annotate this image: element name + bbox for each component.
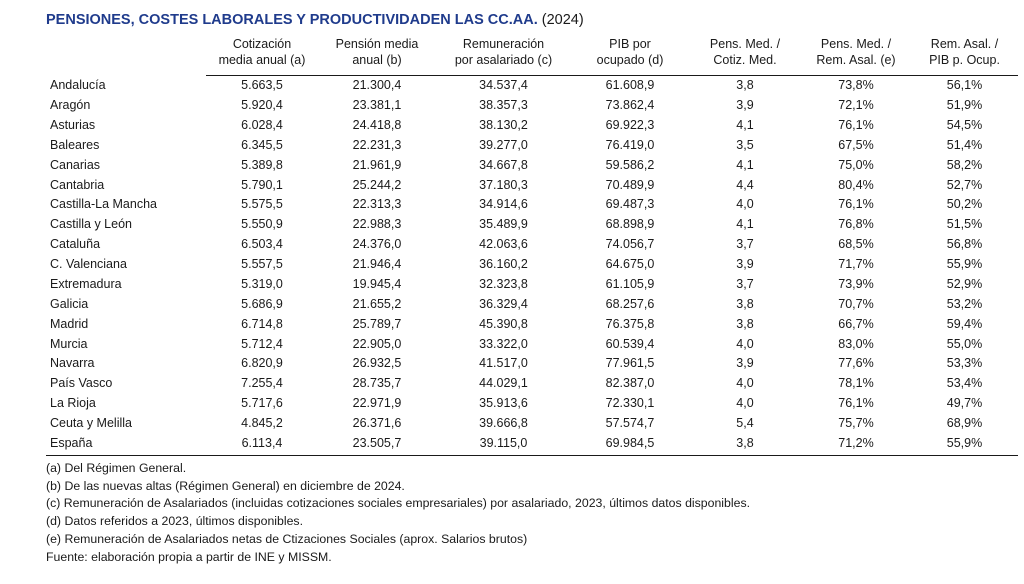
row-region-label: Madrid xyxy=(50,316,89,331)
column-header-pib xyxy=(571,37,689,75)
row-region-label: Castilla-La Mancha xyxy=(50,197,157,212)
row-cell: 5.790,1 xyxy=(241,177,283,192)
row-cell: 7.255,4 xyxy=(241,376,283,391)
row-cell: 56,1% xyxy=(946,78,983,93)
table-row xyxy=(46,274,1018,294)
note-b: (b) De las nuevas altas (Régimen General) en diciembre de 2024. xyxy=(46,478,405,493)
row-cell: 36.329,4 xyxy=(479,296,528,311)
table-row xyxy=(46,135,1018,155)
row-cell: 77.961,5 xyxy=(605,356,655,371)
table-row xyxy=(46,235,1018,255)
row-cell: 5.663,5 xyxy=(241,78,283,93)
row-cell: 21.300,4 xyxy=(352,78,402,93)
row-region-label: Ceuta y Melilla xyxy=(50,416,132,431)
column-header-pens-cotiz-line2: Cotiz. Med. xyxy=(713,53,777,68)
row-cell: 68.257,6 xyxy=(605,296,655,311)
row-cell: 73.862,4 xyxy=(605,98,655,113)
row-region-label: Andalucía xyxy=(50,78,106,93)
row-cell: 3,8 xyxy=(689,433,801,455)
row-cell: 76,1% xyxy=(838,117,874,132)
row-cell: 76,1% xyxy=(838,396,874,411)
note-a: (a) Del Régimen General. xyxy=(46,460,187,475)
row-cell: 73,8% xyxy=(838,78,874,93)
row-cell: 3,9 xyxy=(736,257,754,272)
row-cell: 73,9% xyxy=(838,276,874,291)
row-cell: 6.028,4 xyxy=(241,117,283,132)
row-region-label: Galicia xyxy=(50,296,89,311)
table-row xyxy=(46,195,1018,215)
row-cell: 52,7% xyxy=(946,177,983,192)
row-cell: 25.789,7 xyxy=(352,316,402,331)
row-cell: 3,8 xyxy=(736,316,754,331)
row-cell: 5.686,9 xyxy=(241,296,283,311)
row-cell: 34.537,4 xyxy=(479,78,528,93)
row-cell: 22.313,3 xyxy=(352,197,402,212)
row-region-label: Extremadura xyxy=(50,276,122,291)
row-cell: 80,4% xyxy=(838,177,874,192)
row-cell: 42.063,6 xyxy=(479,237,528,252)
column-header-cotizacion-line1: Cotización xyxy=(232,37,292,52)
table-row xyxy=(46,155,1018,175)
row-cell: 36.160,2 xyxy=(479,257,528,272)
row-cell: 6.503,4 xyxy=(241,237,283,252)
column-header-rem-pib-line2: PIB p. Ocup. xyxy=(929,53,1000,68)
table-row xyxy=(46,75,1018,95)
row-cell: 5.712,4 xyxy=(241,336,283,351)
row-cell: 50,2% xyxy=(946,197,983,212)
column-header-pens-rem-line1: Pens. Med. / xyxy=(820,37,892,52)
row-cell: 64.675,0 xyxy=(605,257,655,272)
row-cell: 71,7% xyxy=(838,257,874,272)
table-row xyxy=(46,354,1018,374)
table-row xyxy=(46,215,1018,235)
column-header-rem-pib xyxy=(911,37,1018,75)
column-header-pens-rem-line2: Rem. Asal. (e) xyxy=(816,53,896,68)
row-cell: 3,5 xyxy=(736,137,754,152)
row-cell: 55,0% xyxy=(946,336,983,351)
row-cell: 56,8% xyxy=(946,237,983,252)
table-row xyxy=(46,115,1018,135)
column-header-pens-cotiz xyxy=(689,37,801,75)
row-cell: 24.376,0 xyxy=(352,237,402,252)
row-cell: 71,2% xyxy=(801,433,911,455)
row-region-label: Navarra xyxy=(50,356,95,371)
row-cell: 67,5% xyxy=(838,137,874,152)
row-cell: 53,2% xyxy=(946,296,983,311)
table-row xyxy=(46,394,1018,414)
row-cell: 68,9% xyxy=(946,416,983,431)
row-cell: 23.381,1 xyxy=(352,98,402,113)
row-cell: 28.735,7 xyxy=(352,376,402,391)
row-cell: 66,7% xyxy=(838,316,874,331)
row-cell: 75,0% xyxy=(838,157,874,172)
row-cell: 54,5% xyxy=(946,117,983,132)
table-notes xyxy=(46,460,1008,567)
row-region-label: C. Valenciana xyxy=(50,257,127,272)
row-cell: 21.946,4 xyxy=(352,257,402,272)
row-region-label: Cataluña xyxy=(50,237,101,252)
row-cell: 68,5% xyxy=(838,237,874,252)
row-cell: 39.666,8 xyxy=(479,416,528,431)
page-title xyxy=(16,12,1008,29)
row-region-label: Canarias xyxy=(50,157,101,172)
row-cell: 76.419,0 xyxy=(605,137,655,152)
column-header-rem-pib-line1: Rem. Asal. / xyxy=(930,37,999,52)
note-d: (d) Datos referidos a 2023, últimos disponibles. xyxy=(46,514,303,529)
column-header-pens-rem xyxy=(801,37,911,75)
row-cell: 5.319,0 xyxy=(241,276,283,291)
row-cell: 76.375,8 xyxy=(605,316,655,331)
note-source: Fuente: elaboración propia a partir de INE y MISSM. xyxy=(46,549,332,564)
row-cell: 35.913,6 xyxy=(479,396,528,411)
row-region-label: Asturias xyxy=(50,117,96,132)
row-cell: 83,0% xyxy=(838,336,874,351)
row-cell: 3,7 xyxy=(736,237,754,252)
row-cell: 76,1% xyxy=(838,197,874,212)
row-cell: 19.945,4 xyxy=(352,276,402,291)
row-cell: 4,1 xyxy=(736,157,754,172)
row-cell: 55,9% xyxy=(911,433,1018,455)
row-cell: 5.557,5 xyxy=(241,257,283,272)
row-cell: 75,7% xyxy=(838,416,874,431)
row-cell: 57.574,7 xyxy=(605,416,655,431)
row-cell: 60.539,4 xyxy=(605,336,655,351)
row-cell: 6.714,8 xyxy=(241,316,283,331)
table-row xyxy=(46,294,1018,314)
column-header-pib-line2: ocupado (d) xyxy=(596,53,664,68)
column-header-remuneracion-line2: por asalariado (c) xyxy=(454,53,553,68)
row-region-label: País Vasco xyxy=(50,376,113,391)
row-cell: 38.357,3 xyxy=(479,98,528,113)
row-cell: 44.029,1 xyxy=(479,376,528,391)
row-cell: 34.667,8 xyxy=(479,157,528,172)
table-row xyxy=(46,414,1018,434)
row-cell: 23.505,7 xyxy=(318,433,436,455)
row-cell: 5.389,8 xyxy=(241,157,283,172)
row-region-label: Aragón xyxy=(50,98,91,113)
note-e: (e) Remuneración de Asalariados netas de Ctizaciones Sociales (aprox. Salarios brutos) xyxy=(46,532,528,547)
row-cell: 3,9 xyxy=(736,98,754,113)
row-cell: 4,1 xyxy=(736,117,754,132)
row-cell: 72.330,1 xyxy=(605,396,655,411)
row-cell: 6.820,9 xyxy=(241,356,283,371)
row-cell: 61.105,9 xyxy=(605,276,655,291)
column-header-pens-cotiz-line1: Pens. Med. / xyxy=(709,37,781,52)
row-cell: 5,4 xyxy=(736,416,754,431)
table-row xyxy=(46,374,1018,394)
title-main-text: PENSIONES, COSTES LABORALES Y PRODUCTIVIDADEN LAS CC.AA. xyxy=(46,12,538,28)
row-region-label: La Rioja xyxy=(50,396,96,411)
row-cell: 4,1 xyxy=(736,217,754,232)
column-header-cotizacion-line2: media anual (a) xyxy=(218,53,306,68)
note-c: (c) Remuneración de Asalariados (incluidas cotizaciones sociales empresariales) por asalariado, 2023, últimos datos disponibles. xyxy=(46,496,751,511)
row-cell: 26.371,6 xyxy=(352,416,402,431)
row-cell: 52,9% xyxy=(946,276,983,291)
row-cell: 53,3% xyxy=(946,356,983,371)
row-cell: 21.655,2 xyxy=(352,296,402,311)
row-cell: 70.489,9 xyxy=(605,177,655,192)
row-cell: 6.113,4 xyxy=(206,433,318,455)
table-row xyxy=(46,175,1018,195)
pensions-table xyxy=(46,37,1018,455)
column-header-pension-media-line2: anual (b) xyxy=(352,53,402,68)
row-cell: 22.905,0 xyxy=(352,336,402,351)
row-cell: 4,0 xyxy=(736,197,754,212)
row-cell: 49,7% xyxy=(946,396,983,411)
column-header-pension-media-line1: Pensión media xyxy=(335,37,419,52)
row-region-label: España xyxy=(46,433,206,455)
table-row xyxy=(46,255,1018,275)
row-cell: 35.489,9 xyxy=(479,217,528,232)
row-cell: 22.231,3 xyxy=(352,137,402,152)
row-cell: 3,7 xyxy=(736,276,754,291)
row-cell: 51,4% xyxy=(946,137,983,152)
row-cell: 61.608,9 xyxy=(605,78,655,93)
row-cell: 72,1% xyxy=(838,98,874,113)
row-region-label: Murcia xyxy=(50,336,88,351)
row-region-label: Baleares xyxy=(50,137,100,152)
row-cell: 6.345,5 xyxy=(241,137,283,152)
row-cell: 69.984,5 xyxy=(571,433,689,455)
row-cell: 5.575,5 xyxy=(241,197,283,212)
row-cell: 45.390,8 xyxy=(479,316,528,331)
title-year-text: (2024) xyxy=(541,12,584,28)
table-row xyxy=(46,314,1018,334)
row-cell: 74.056,7 xyxy=(605,237,655,252)
row-cell: 4,4 xyxy=(736,177,754,192)
row-cell: 41.517,0 xyxy=(479,356,528,371)
row-cell: 78,1% xyxy=(838,376,874,391)
row-cell: 59,4% xyxy=(946,316,983,331)
row-cell: 53,4% xyxy=(946,376,983,391)
row-cell: 39.115,0 xyxy=(436,433,571,455)
column-header-pension-media xyxy=(318,37,436,75)
row-cell: 58,2% xyxy=(946,157,983,172)
row-cell: 5.920,4 xyxy=(241,98,283,113)
row-cell: 55,9% xyxy=(946,257,983,272)
row-cell: 26.932,5 xyxy=(352,356,402,371)
table-header-row xyxy=(46,37,1018,75)
row-cell: 3,9 xyxy=(736,356,754,371)
row-cell: 82.387,0 xyxy=(605,376,655,391)
row-cell: 39.277,0 xyxy=(479,137,528,152)
row-cell: 32.323,8 xyxy=(479,276,528,291)
column-header-pib-line1: PIB por xyxy=(609,37,651,52)
row-cell: 37.180,3 xyxy=(479,177,528,192)
row-region-label: Cantabria xyxy=(50,177,105,192)
row-cell: 59.586,2 xyxy=(605,157,655,172)
table-row xyxy=(46,433,1018,455)
row-cell: 5.550,9 xyxy=(241,217,283,232)
row-cell: 4.845,2 xyxy=(241,416,283,431)
row-cell: 69.487,3 xyxy=(605,197,655,212)
row-cell: 69.922,3 xyxy=(605,117,655,132)
column-header-remuneracion xyxy=(436,37,571,75)
row-cell: 3,8 xyxy=(736,78,754,93)
row-cell: 4,0 xyxy=(736,376,754,391)
table-row xyxy=(46,96,1018,116)
row-cell: 21.961,9 xyxy=(352,157,402,172)
column-header-remuneracion-line1: Remuneración xyxy=(462,37,545,52)
row-cell: 68.898,9 xyxy=(605,217,655,232)
table-row xyxy=(46,334,1018,354)
table-header xyxy=(46,37,1018,75)
row-cell: 33.322,0 xyxy=(479,336,528,351)
row-cell: 70,7% xyxy=(838,296,874,311)
row-cell: 51,5% xyxy=(946,217,983,232)
row-cell: 3,8 xyxy=(736,296,754,311)
row-cell: 22.971,9 xyxy=(352,396,402,411)
column-header-region xyxy=(46,37,206,75)
row-cell: 38.130,2 xyxy=(479,117,528,132)
row-region-label: Castilla y León xyxy=(50,217,132,232)
row-cell: 51,9% xyxy=(946,98,983,113)
row-cell: 5.717,6 xyxy=(241,396,283,411)
row-cell: 77,6% xyxy=(838,356,874,371)
table-body xyxy=(46,75,1018,455)
column-header-cotizacion xyxy=(206,37,318,75)
row-cell: 4,0 xyxy=(736,336,754,351)
row-cell: 24.418,8 xyxy=(352,117,402,132)
row-cell: 76,8% xyxy=(838,217,874,232)
row-cell: 22.988,3 xyxy=(352,217,402,232)
row-cell: 34.914,6 xyxy=(479,197,528,212)
row-cell: 4,0 xyxy=(736,396,754,411)
row-cell: 25.244,2 xyxy=(352,177,402,192)
